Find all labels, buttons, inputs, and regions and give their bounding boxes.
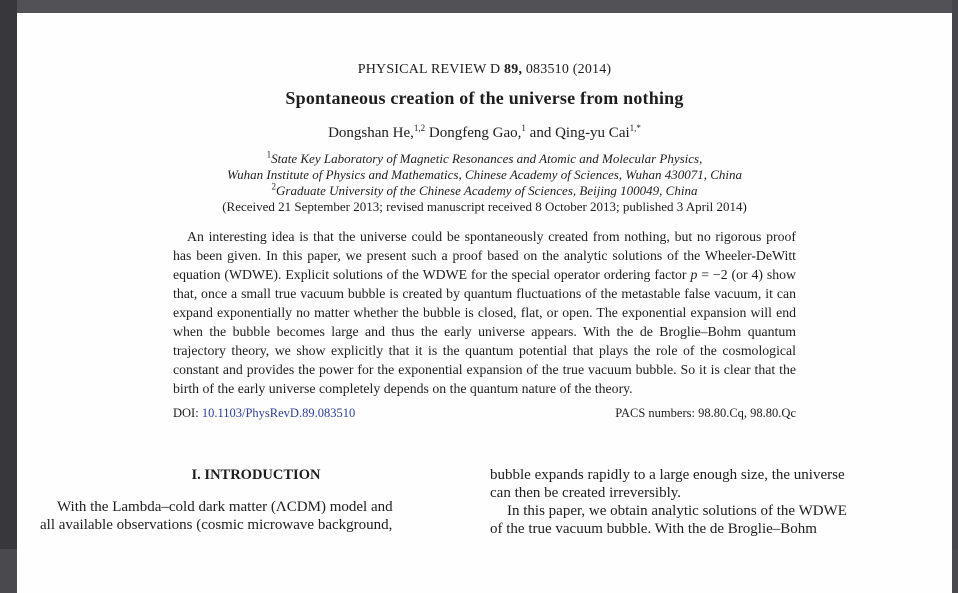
abstract-text-2: = −2 (or 4) show that, once a small true vacuum bubble is created by quantum fluctuations of the metastable false vacuum, it can expand exponentially no matter whether the bubble is closed, flat, or open. The exponential expansion will end when the bubble becomes large and thus the early universe appears. With the de Broglie–Bohm quantum trajectory theory, we show explicitly that it is the quantum potential that plays the role of the cosmological constant and provides the power for the exponential expansion of the true vacuum bubble. So it is clear that the birth of the early universe completely depends on the quantum nature of the theory. bbox=[173, 266, 797, 396]
abstract-paragraph bbox=[173, 227, 796, 398]
journal-header bbox=[17, 62, 952, 78]
journal-volume: 89, bbox=[504, 62, 523, 77]
author-affil-marker-3: 1,* bbox=[629, 123, 641, 133]
pacs-numbers: PACS numbers: 98.80.Cq, 98.80.Qc bbox=[615, 405, 796, 420]
doi-link[interactable]: 10.1103/PhysRevD.89.083510 bbox=[201, 405, 356, 420]
doi-pacs-row bbox=[173, 406, 796, 421]
right-column bbox=[490, 466, 922, 538]
doi-label: DOI: bbox=[173, 405, 202, 420]
journal-name: PHYSICAL REVIEW D bbox=[357, 62, 505, 77]
author-name-2: Dongfeng Gao, bbox=[425, 125, 522, 141]
author-name-1: Dongshan He, bbox=[328, 125, 414, 141]
body-text-line: bubble expands rapidly to a large enough size, the universe bbox=[490, 466, 845, 483]
author-name-3: and Qing-yu Cai bbox=[525, 125, 630, 141]
body-text-line: In this paper, we obtain analytic solutions of the WDWE bbox=[507, 502, 847, 519]
affiliation-1-text: State Key Laboratory of Magnetic Resonances and Atomic and Molecular Physics, bbox=[271, 151, 703, 166]
left-column bbox=[40, 466, 472, 538]
affiliation-2-marker: 2 bbox=[271, 181, 277, 192]
body-text-line: can then be created irreversibly. bbox=[490, 484, 682, 501]
abstract-text-1: An interesting idea is that the universe could be spontaneously created from nothing, but no rigorous proof has been given. In this paper, we present such a proof based on the analytic solutions of the Wheeler-DeWitt equation (WDWE). Explicit solutions of the WDWE for the special operator ordering factor bbox=[173, 228, 796, 282]
abstract-variable-p: p bbox=[690, 266, 698, 282]
authors-line bbox=[17, 125, 952, 142]
affiliation-1-cont-text: Wuhan Institute of Physics and Mathematics, Chinese Academy of Sciences, Wuhan 430071, China bbox=[227, 166, 742, 182]
affiliation-2 bbox=[17, 183, 952, 199]
doi-line bbox=[173, 406, 355, 421]
two-column-body bbox=[17, 466, 952, 538]
journal-article-number: 083510 (2014) bbox=[522, 62, 612, 77]
pdf-page bbox=[17, 13, 952, 593]
viewer-right-bar bbox=[952, 0, 958, 549]
body-text-line: of the true vacuum bubble. With the de Broglie–Bohm bbox=[490, 520, 817, 537]
author-affil-marker-1: 1,2 bbox=[413, 123, 426, 133]
body-text-line: With the Lambda–cold dark matter (ΛCDM) model and bbox=[57, 498, 393, 515]
viewer-left-bar bbox=[0, 0, 17, 549]
affiliation-1-marker: 1 bbox=[266, 149, 272, 160]
viewer-top-bar bbox=[0, 0, 958, 13]
section-heading-introduction: I. INTRODUCTION bbox=[191, 466, 321, 483]
author-affil-marker-2: 1 bbox=[521, 123, 526, 133]
affiliations-block bbox=[17, 151, 952, 215]
affiliation-2-text: Graduate University of the Chinese Academy of Sciences, Beijing 100049, China bbox=[276, 182, 698, 198]
body-text-line: all available observations (cosmic microwave background, bbox=[40, 516, 393, 533]
intro-paragraph bbox=[40, 498, 472, 534]
affiliation-1 bbox=[17, 151, 952, 167]
received-dates: (Received 21 September 2013; revised manuscript received 8 October 2013; published 3 April 2014) bbox=[222, 198, 747, 214]
paper-title: Spontaneous creation of the universe from nothing bbox=[285, 88, 684, 108]
affiliation-1-cont bbox=[17, 167, 952, 183]
